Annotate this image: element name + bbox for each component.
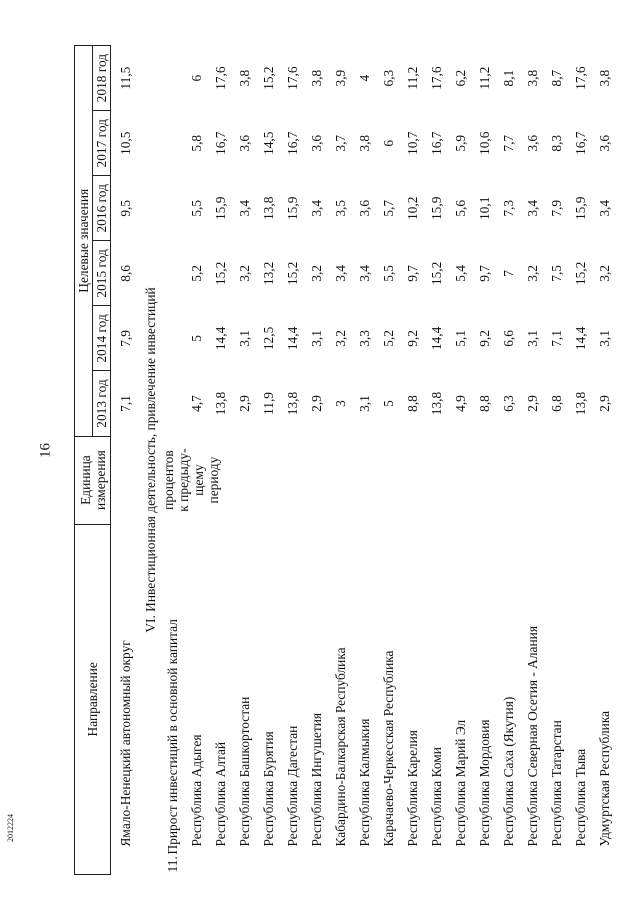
- value-cell: 6,8: [549, 395, 564, 412]
- value-cell: 5,7: [381, 199, 396, 217]
- value-cell: 7,3: [501, 199, 516, 217]
- value-cell: 10,1: [477, 196, 492, 221]
- region-name: Республика Ингушетия: [309, 712, 324, 847]
- value-cell: 3,2: [525, 264, 540, 282]
- value-cell: 10,7: [405, 131, 420, 155]
- value-cell: 7: [501, 270, 516, 277]
- value-cell: 9,7: [477, 264, 492, 282]
- table-row: [257, 46, 281, 875]
- table-row-item-11: [161, 46, 185, 875]
- region-unit-empty: [305, 436, 329, 524]
- table-row: [497, 46, 521, 875]
- value-cell: 3,1: [597, 330, 612, 347]
- region-unit-empty: [377, 436, 401, 524]
- value-cell: 3,2: [237, 264, 252, 282]
- item-unit: [161, 436, 257, 524]
- region-unit-empty: [329, 436, 353, 524]
- value-cell: 3,6: [357, 199, 372, 217]
- value-cell: 13,8: [573, 391, 588, 416]
- value-cell: 8,8: [405, 395, 420, 412]
- value-cell: 3,7: [333, 134, 348, 152]
- value-cell: 3,1: [237, 330, 252, 347]
- table-row: [521, 46, 545, 875]
- value-cell: 6,2: [453, 69, 468, 87]
- value-cell: 5,2: [381, 330, 396, 347]
- value-cell: 5,5: [381, 264, 396, 282]
- value-cell: 9,2: [405, 330, 420, 347]
- item-number: 11.: [165, 856, 180, 873]
- value-cell: 6,6: [501, 330, 516, 347]
- table-row: [353, 46, 377, 875]
- value-cell: 5,6: [453, 199, 468, 217]
- value-cell: 2,9: [309, 395, 324, 412]
- region-unit-empty: [401, 436, 425, 524]
- value-cell: 3,1: [525, 330, 540, 347]
- value-cell: 2,9: [525, 395, 540, 412]
- value-cell: 13,8: [285, 391, 300, 416]
- table-row: [329, 46, 353, 875]
- region-name: Карачаево-Черкесская Республика: [381, 650, 396, 847]
- value-cell: 3,4: [525, 199, 540, 217]
- region-unit-empty: [281, 436, 305, 524]
- page-number: 16: [37, 443, 54, 458]
- value-cell: 8,7: [549, 69, 564, 87]
- value-cell: 3,8: [309, 69, 324, 87]
- value-cell: 2,9: [597, 395, 612, 412]
- value-cell: 8,8: [477, 395, 492, 412]
- unit-line: к предыду-: [176, 448, 191, 512]
- value-cell: 15,9: [213, 196, 228, 221]
- region-name: Республика Мордовия: [477, 719, 492, 847]
- value-cell: 3,6: [309, 134, 324, 152]
- value-cell: 7,7: [501, 134, 516, 152]
- value-cell: 14,4: [213, 326, 228, 351]
- value-cell: 8,6: [118, 264, 133, 282]
- value-cell: 6: [381, 139, 396, 147]
- item-label: [161, 524, 185, 874]
- value-cell: 12,5: [261, 326, 276, 351]
- value-cell: 3,1: [309, 330, 324, 347]
- value-cell: 5,5: [189, 199, 204, 217]
- value-cell: 16,7: [429, 131, 444, 155]
- value-cell: 3,8: [525, 69, 540, 87]
- value-cell: 4: [357, 74, 372, 82]
- footer-code: 2012224: [6, 814, 15, 842]
- row-label: Ямало-Ненецкий автономный округ: [118, 640, 133, 847]
- region-name: Республика Коми: [429, 747, 444, 847]
- value-cell: 11,9: [261, 392, 276, 415]
- value-cell: 13,2: [261, 261, 276, 286]
- value-cell: 16,7: [213, 131, 228, 155]
- table-body: [111, 46, 618, 875]
- value-cell: 13,8: [429, 391, 444, 416]
- region-unit-empty: [497, 436, 521, 524]
- value-cell: 5,4: [453, 264, 468, 282]
- table-row: [401, 46, 425, 875]
- value-cell: 15,2: [573, 261, 588, 286]
- value-cell: 17,6: [573, 66, 588, 90]
- header-target-values: Целевые значения: [75, 46, 93, 437]
- header-year: 2013 год: [93, 371, 111, 436]
- value-cell: 4,7: [189, 395, 204, 412]
- value-cell: 17,6: [213, 66, 228, 90]
- value-cell: 7,1: [549, 330, 564, 347]
- value-cell: 6,3: [381, 69, 396, 87]
- value-cell: 15,9: [429, 196, 444, 221]
- value-cell: 3,3: [357, 330, 372, 347]
- value-cell: 3,5: [333, 199, 348, 217]
- region-name: Республика Башкортостан: [237, 696, 252, 847]
- header-year: 2014 год: [93, 306, 111, 371]
- item-empty-values: [161, 46, 185, 437]
- value-cell: 14,4: [285, 326, 300, 351]
- region-name: Республика Саха (Якутия): [501, 696, 516, 847]
- target-values-table: [74, 45, 617, 875]
- region-name: Республика Марий Эл: [453, 719, 468, 847]
- value-cell: 11,2: [477, 66, 492, 90]
- value-cell: 5: [381, 400, 396, 407]
- table-row: [569, 46, 593, 875]
- value-cell: 3,4: [309, 199, 324, 217]
- value-cell: 6: [189, 74, 204, 82]
- value-cell: 2,9: [237, 395, 252, 412]
- header-year: 2015 год: [93, 241, 111, 306]
- value-cell: 11,2: [405, 66, 420, 90]
- row-unit-empty: [111, 436, 142, 524]
- header-year: 2016 год: [93, 176, 111, 241]
- value-cell: 5,2: [189, 264, 204, 282]
- value-cell: 3,2: [597, 264, 612, 282]
- value-cell: 3,9: [333, 69, 348, 87]
- value-cell: 15,2: [213, 261, 228, 286]
- value-cell: 17,6: [429, 66, 444, 90]
- value-cell: 10,5: [118, 131, 133, 155]
- region-name: Республика Северная Осетия - Алания: [525, 626, 540, 847]
- header-unit-line1: Единица: [77, 455, 93, 505]
- region-name: Республика Калмыкия: [357, 718, 372, 847]
- value-cell: 3,8: [357, 134, 372, 152]
- region-name: Республика Татарстан: [549, 720, 564, 847]
- value-cell: 5,1: [453, 330, 468, 347]
- value-cell: 3,6: [597, 134, 612, 152]
- header-unit: [75, 436, 111, 524]
- value-cell: 9,7: [405, 264, 420, 282]
- region-unit-empty: [569, 436, 593, 524]
- section-title: VI. Инвестиционная деятельность, привлечение инвестиций: [143, 287, 158, 633]
- table-row: [449, 46, 473, 875]
- value-cell: 3,2: [333, 330, 348, 347]
- region-unit-empty: [593, 436, 617, 524]
- unit-line: процентов: [161, 450, 176, 510]
- region-unit-empty: [545, 436, 569, 524]
- header-year: 2017 год: [93, 111, 111, 176]
- value-cell: 14,4: [429, 326, 444, 351]
- value-cell: 6,3: [501, 395, 516, 412]
- value-cell: 7,1: [118, 395, 133, 412]
- value-cell: 3,1: [357, 395, 372, 412]
- region-unit-empty: [425, 436, 449, 524]
- value-cell: 3,4: [597, 199, 612, 217]
- value-cell: 15,2: [261, 66, 276, 90]
- unit-line: периоду: [206, 456, 221, 504]
- value-cell: 15,9: [285, 196, 300, 221]
- region-name: Республика Адыгея: [189, 734, 204, 847]
- region-unit-empty: [473, 436, 497, 524]
- region-name: Удмуртская Республика: [597, 710, 612, 847]
- value-cell: 5: [189, 335, 204, 342]
- value-cell: 7,9: [549, 199, 564, 217]
- value-cell: 3,2: [309, 264, 324, 282]
- value-cell: 17,6: [285, 66, 300, 90]
- value-cell: 9,2: [477, 330, 492, 347]
- value-cell: 3,4: [333, 264, 348, 282]
- value-cell: 8,1: [501, 69, 516, 87]
- value-cell: 10,2: [405, 196, 420, 221]
- value-cell: 14,4: [573, 326, 588, 351]
- value-cell: 11,5: [118, 66, 133, 90]
- value-cell: 3,8: [237, 69, 252, 87]
- region-unit-empty: [353, 436, 377, 524]
- region-name: Кабардино-Балкарская Республика: [333, 647, 348, 847]
- rotated-table-container: [74, 45, 612, 875]
- table-row: [281, 46, 305, 875]
- value-cell: 3,6: [237, 134, 252, 152]
- table-row-yamal: [111, 46, 142, 875]
- unit-line: щему: [191, 464, 206, 496]
- value-cell: 10,6: [477, 131, 492, 155]
- value-cell: 16,7: [285, 131, 300, 155]
- value-cell: 15,2: [429, 261, 444, 286]
- item-title: Прирост инвестиций в основной капитал: [165, 619, 180, 855]
- region-unit-empty: [449, 436, 473, 524]
- value-cell: 7,9: [118, 330, 133, 347]
- region-unit-empty: [257, 436, 281, 524]
- value-cell: 9,5: [118, 199, 133, 217]
- value-cell: 13,8: [213, 391, 228, 416]
- table-row: [377, 46, 401, 875]
- value-cell: 14,5: [261, 131, 276, 155]
- header-direction: Направление: [75, 524, 111, 874]
- table-row: [305, 46, 329, 875]
- value-cell: 3,4: [237, 199, 252, 217]
- value-cell: 3,4: [357, 264, 372, 282]
- value-cell: 7,5: [549, 264, 564, 282]
- value-cell: 3: [333, 400, 348, 407]
- region-name: Республика Алтай: [213, 741, 228, 847]
- region-name: Республика Бурятия: [261, 731, 276, 847]
- value-cell: 3,6: [525, 134, 540, 152]
- value-cell: 5,9: [453, 134, 468, 152]
- region-name: Республика Дагестан: [285, 725, 300, 847]
- table-row: [425, 46, 449, 875]
- value-cell: 16,7: [573, 131, 588, 155]
- value-cell: 4,9: [453, 395, 468, 412]
- region-name: Республика Карелия: [405, 730, 420, 847]
- value-cell: 15,9: [573, 196, 588, 221]
- value-cell: 13,8: [261, 196, 276, 221]
- header-year: 2018 год: [93, 46, 111, 111]
- region-unit-empty: [521, 436, 545, 524]
- table-header: [75, 46, 111, 875]
- value-cell: 8,3: [549, 134, 564, 152]
- value-cell: 3,8: [597, 69, 612, 87]
- value-cell: 5,8: [189, 134, 204, 152]
- table-row: [593, 46, 617, 875]
- section-row: [141, 46, 161, 875]
- table-row: [473, 46, 497, 875]
- table-row: [545, 46, 569, 875]
- region-name: Республика Тыва: [573, 748, 588, 847]
- value-cell: 15,2: [285, 261, 300, 286]
- header-unit-line2: измерения: [92, 450, 108, 510]
